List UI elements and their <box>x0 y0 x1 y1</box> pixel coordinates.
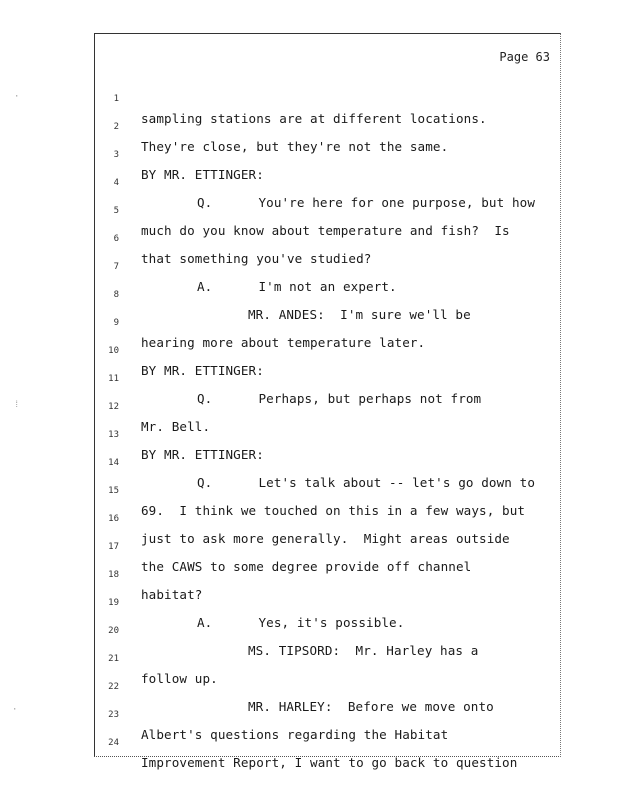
line-text: BY MR. ETTINGER: <box>141 447 264 462</box>
line-number: 4 <box>113 178 119 188</box>
transcript-line <box>95 69 562 126</box>
line-number: 23 <box>108 710 119 720</box>
line-text: sampling stations are at different locations. <box>141 111 487 126</box>
scan-speck: ⁞ <box>14 400 20 410</box>
transcript-page <box>94 33 561 770</box>
line-text: A. I'm not an expert. <box>197 279 397 294</box>
line-text: hearing more about temperature later. <box>141 335 426 350</box>
line-text: the CAWS to some degree provide off channel <box>141 559 472 574</box>
line-number: 12 <box>108 402 119 412</box>
line-number: 17 <box>108 542 119 552</box>
line-text: Q. You're here for one purpose, but how <box>197 195 536 210</box>
line-number: 9 <box>113 318 119 328</box>
line-number: 5 <box>113 206 119 216</box>
line-number: 22 <box>108 682 119 692</box>
line-number: 19 <box>108 598 119 608</box>
line-number: 2 <box>113 122 119 132</box>
line-text: Q. Perhaps, but perhaps not from <box>197 391 482 406</box>
line-number: 13 <box>108 430 119 440</box>
line-text: just to ask more generally. Might areas outside <box>141 531 510 546</box>
line-text: Q. Let's talk about -- let's go down to <box>197 475 536 490</box>
line-number: 1 <box>113 94 119 104</box>
line-number: 15 <box>108 486 119 496</box>
line-text: Mr. Bell. <box>141 419 211 434</box>
line-number: 16 <box>108 514 119 524</box>
line-text: that something you've studied? <box>141 251 372 266</box>
line-number: 24 <box>108 738 119 748</box>
line-text: MR. HARLEY: Before we move onto <box>248 699 494 714</box>
line-text: Albert's questions regarding the Habitat <box>141 727 449 742</box>
line-number: 18 <box>108 570 119 580</box>
line-number: 11 <box>108 374 119 384</box>
line-text: habitat? <box>141 587 203 602</box>
page-number: Page 63 <box>499 50 550 64</box>
line-text: MR. ANDES: I'm sure we'll be <box>248 307 471 322</box>
line-text: BY MR. ETTINGER: <box>141 363 264 378</box>
line-number: 7 <box>113 262 119 272</box>
line-text: BY MR. ETTINGER: <box>141 167 264 182</box>
line-text: much do you know about temperature and fish? Is <box>141 223 510 238</box>
scan-speck: · <box>12 705 18 715</box>
line-number: 14 <box>108 458 119 468</box>
line-number: 20 <box>108 626 119 636</box>
line-text: A. Yes, it's possible. <box>197 615 405 630</box>
line-text: Improvement Report, I want to go back to question <box>141 755 518 770</box>
line-number: 10 <box>108 346 119 356</box>
scan-speck: · <box>14 92 20 102</box>
line-number: 21 <box>108 654 119 664</box>
line-text: They're close, but they're not the same. <box>141 139 449 154</box>
line-number: 6 <box>113 234 119 244</box>
line-text: MS. TIPSORD: Mr. Harley has a <box>248 643 479 658</box>
line-text: follow up. <box>141 671 218 686</box>
line-text: 69. I think we touched on this in a few ways, but <box>141 503 526 518</box>
line-number: 3 <box>113 150 119 160</box>
line-number: 8 <box>113 290 119 300</box>
